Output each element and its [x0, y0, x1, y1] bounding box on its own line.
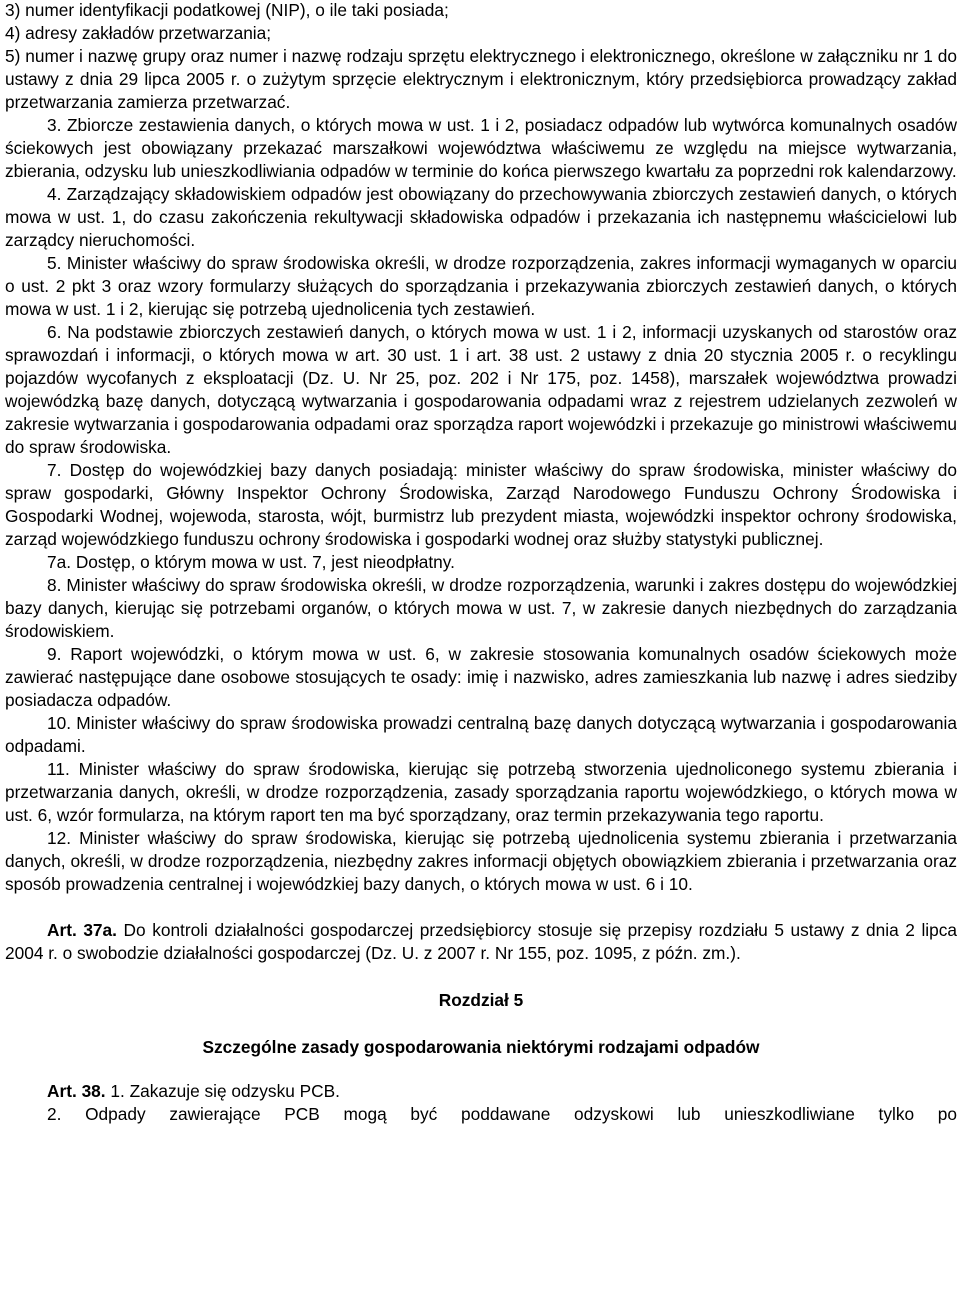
- article-37a-label: Art. 37a.: [47, 920, 117, 940]
- paragraph-3: 3. Zbiorcze zestawienia danych, o których mowa w ust. 1 i 2, posiadacz odpadów lub wytwórca komunalnych osadów ściekowych jest obowiązany przekazać marszałkowi województwa właściwemu ze względu na miejsce wytwarzania, zbierania, odzysku lub unieszkodliwiania odpadów w terminie do końca pierwszego kwartału za poprzedni rok kalendarzowy.: [5, 115, 957, 181]
- article-38-text: 1. Zakazuje się odzysku PCB.: [105, 1081, 340, 1101]
- paragraph-11: 11. Minister właściwy do spraw środowiska, kierując się potrzebą stworzenia ujednoliconego systemu zbierania i przetwarzania danych, określi, w drodze rozporządzenia, zasady sporządzania raportu wojewódzkiego, o których mowa w ust. 6, wzór formularza, na którym raport ten ma być sporządzany, oraz termin przekazywania tego raportu.: [5, 759, 957, 825]
- list-item-nip: 3) numer identyfikacji podatkowej (NIP), o ile taki posiada;: [5, 0, 449, 20]
- article-38-item-2: 2. Odpady zawierające PCB mogą być poddawane odzyskowi lub unieszkodliwiane tylko po: [47, 1104, 957, 1124]
- chapter-subtitle: Szczególne zasady gospodarowania niektórymi rodzajami odpadów: [202, 1037, 760, 1057]
- chapter-title: Rozdział 5: [438, 990, 524, 1010]
- document-page: [5, 0, 957, 1126]
- article-37a: [5, 919, 957, 965]
- article-38-label: Art. 38.: [47, 1081, 106, 1101]
- article-37a-text: Do kontroli działalności gospodarczej przedsiębiorcy stosuje się przepisy rozdziału 5 ustawy z dnia 2 lipca 2004 r. o swobodzie działalności gospodarczej (Dz. U. z 2007 r. Nr 155, poz. 1095, z późn. zm.).: [5, 920, 958, 963]
- list-item-adresy: 4) adresy zakładów przetwarzania;: [5, 23, 272, 43]
- paragraph-5: 5. Minister właściwy do spraw środowiska określi, w drodze rozporządzenia, zakres informacji wymaganych w oparciu o ust. 2 pkt 3 oraz wzory formularzy służących do sporządzania i przekazywania zbiorczych zestawień danych, o których mowa w ust. 1 i 2, kierując się potrzebą ujednolicenia tych zestawień.: [5, 253, 957, 319]
- paragraph-7a: 7a. Dostęp, o którym mowa w ust. 7, jest nieodpłatny.: [47, 552, 455, 572]
- paragraph-7: 7. Dostęp do wojewódzkiej bazy danych posiadają: minister właściwy do spraw środowiska, minister właściwy do spraw gospodarki, Główny Inspektor Ochrony Środowiska, Zarząd Narodowego Funduszu Ochrony Środowiska i Gospodarki Wodnej, wojewoda, starosta, wójt, burmistrz lub prezydent miasta, wojewódzki inspektor ochrony środowiska, zarząd wojewódzkiego funduszu ochrony środowiska i gospodarki wodnej oraz służby statystyki publicznej.: [5, 460, 957, 549]
- list-item-grupa: 5) numer i nazwę grupy oraz numer i nazwę rodzaju sprzętu elektrycznego i elektronicznego, określone w załączniku nr 1 do ustawy z dnia 29 lipca 2005 r. o zużytym sprzęcie elektrycznym i elektronicznym, który przedsiębiorca prowadzący zakład przetwarzania zamierza przetwarzać.: [5, 46, 957, 112]
- article-38: [5, 1080, 957, 1103]
- paragraph-4: 4. Zarządzający składowiskiem odpadów jest obowiązany do przechowywania zbiorczych zestawień danych, o których mowa w ust. 1, do czasu zakończenia rekultywacji składowiska odpadów i przekazania ich następnemu właścicielowi lub zarządcy nieruchomości.: [5, 184, 957, 250]
- paragraph-12: 12. Minister właściwy do spraw środowiska, kierując się potrzebą ujednolicenia systemu zbierania i przetwarzania danych, określi, w drodze rozporządzenia, niezbędny zakres informacji objętych obowiązkiem zbierania i przetwarzania oraz sposób prowadzenia centralnej i wojewódzkiej bazy danych, o których mowa w ust. 6 i 10.: [5, 828, 957, 894]
- paragraph-6: 6. Na podstawie zbiorczych zestawień danych, o których mowa w ust. 1 i 2, informacji uzyskanych od starostów oraz sprawozdań i informacji, o których mowa w art. 30 ust. 1 i art. 38 ust. 2 ustawy z dnia 20 stycznia 2005 r. o recyklingu pojazdów wycofanych z eksploatacji (Dz. U. Nr 25, poz. 202 i Nr 175, poz. 1458), marszałek województwa prowadzi wojewódzką bazę danych, dotyczącą wytwarzania i gospodarowania odpadami wraz z rejestrem udzielanych zezwoleń w zakresie wytwarzania i gospodarowania odpadami oraz sporządza raport wojewódzki i przekazuje go ministrowi właściwemu do spraw środowiska.: [5, 322, 957, 457]
- paragraph-9: 9. Raport wojewódzki, o którym mowa w ust. 6, w zakresie stosowania komunalnych osadów ściekowych może zawierać następujące dane osobowe stosujących te osady: imię i nazwisko, adres zamieszkania lub nazwę i adres siedziby posiadacza odpadów.: [5, 644, 957, 710]
- paragraph-10: 10. Minister właściwy do spraw środowiska prowadzi centralną bazę danych dotyczącą wytwarzania i gospodarowania odpadami.: [5, 713, 957, 756]
- paragraph-8: 8. Minister właściwy do spraw środowiska określi, w drodze rozporządzenia, warunki i zakres dostępu do wojewódzkiej bazy danych, kierując się potrzebami organów, o których mowa w ust. 7, w zakresie danych niezbędnych do zarządzania środowiskiem.: [5, 575, 957, 641]
